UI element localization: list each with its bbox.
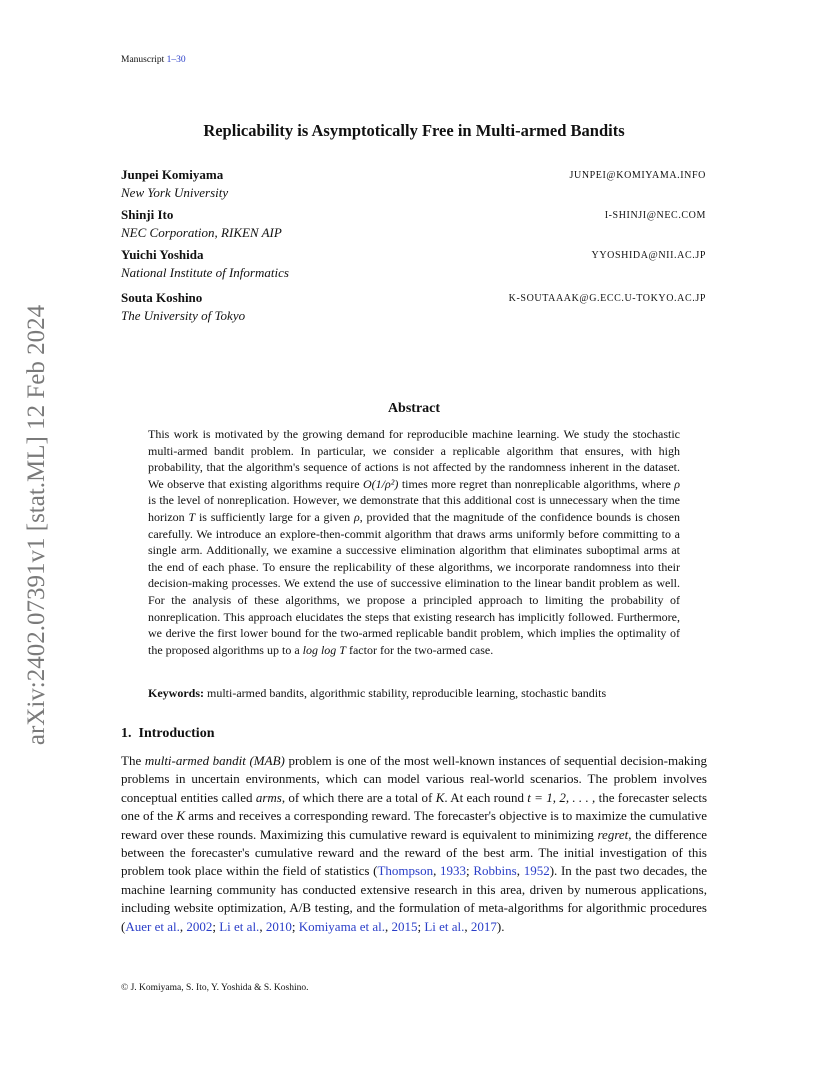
arxiv-identifier: arXiv:2402.07391v1 [stat.ML] 12 Feb 2024 <box>23 304 50 746</box>
author-name: Junpei Komiyama <box>121 167 224 182</box>
abstract-heading: Abstract <box>387 401 441 416</box>
author-name: Souta Koshino <box>121 290 203 305</box>
author-affiliation: The University of Tokyo <box>121 308 246 323</box>
author-block <box>121 207 282 241</box>
section-heading: 1. Introduction <box>121 726 215 741</box>
manuscript-header <box>121 55 186 65</box>
manuscript-label: Manuscript <box>121 55 165 65</box>
arxiv-sidebar <box>12 280 62 770</box>
page-range-link[interactable]: 1–30 <box>166 55 186 65</box>
math: log log T <box>302 642 346 657</box>
citation-link[interactable]: 1933 <box>440 863 467 879</box>
citation-link[interactable]: Li et al. <box>219 918 260 934</box>
paper-title: Replicability is Asymptotically Free in Multi-armed Bandits <box>203 121 625 140</box>
author-email: K-SOUTAAAK@G.ECC.U-TOKYO.AC.JP <box>508 293 706 304</box>
author-name: Yuichi Yoshida <box>121 247 204 262</box>
author-affiliation: New York University <box>121 185 229 200</box>
citation-link[interactable]: Thompson <box>377 863 434 879</box>
introduction-paragraph: The multi-armed bandit (MAB) problem is one of the most well-known instances of sequential decision-making problems in uncertain environments, which can model various real-world scenarios. The problem involves conceptual entities called arms, of which there are a total of K. At each round t = 1, 2, . . . , the forecaster selects one of the K arms and receives a corresponding reward. The forecaster's objective is to maximize the cumulative reward over these rounds. Maximizing this cumulative reward is equivalent to minimizing regret, the difference between the forecaster's cumulative reward and the reward of the best arm. The initial investigation of this problem took place within the field of statistics (Thompson, 1933; Robbins, 1952). In the past two decades, the machine learning community has conducted extensive research in this area, driven by numerous applications, including website optimization, A/B testing, and the formulation of meta-algorithms for algorithmic procedures (Auer et al., 2002; Li et al., 2010; Komiyama et al., 2015; Li et al., 2017). <box>121 753 708 934</box>
citation-link[interactable]: 1952 <box>523 863 550 879</box>
citation-link[interactable]: 2002 <box>186 918 213 934</box>
math: ρ <box>353 509 360 524</box>
citation-link[interactable]: 2010 <box>265 918 292 934</box>
keywords-text: multi-armed bandits, algorithmic stability, reproducible learning, stochastic bandits <box>207 686 607 700</box>
author-block <box>121 290 245 324</box>
math: ρ <box>674 476 680 491</box>
author-email: JUNPEI@KOMIYAMA.INFO <box>569 170 706 181</box>
keywords-label: Keywords: <box>148 686 204 700</box>
citation-link[interactable]: 2015 <box>391 918 418 934</box>
math: T <box>188 509 196 524</box>
author-affiliation: NEC Corporation, RIKEN AIP <box>121 225 282 240</box>
author-block <box>121 167 228 201</box>
copyright-footer: © J. Komiyama, S. Ito, Y. Yoshida & S. Koshino. <box>121 983 309 993</box>
author-email: YYOSHIDA@NII.AC.JP <box>591 250 706 261</box>
citation-link[interactable]: Robbins <box>473 863 517 879</box>
author-email: I-SHINJI@NEC.COM <box>604 210 706 221</box>
keywords-line <box>148 686 708 701</box>
citation-link[interactable]: Komiyama et al. <box>298 918 385 934</box>
abstract-text: This work is motivated by the growing demand for reproducible machine learning. We study the stochastic multi-armed bandit problem. In particular, we consider a replicable algorithm that ensures, with high probability, that the algorithm's sequence of actions is not affected by the randomness inherent in the dataset. We observe that existing algorithms require O(1/ρ²) times more regret than nonreplicable algorithms, where ρ is the level of nonreplication. However, we demonstrate that this additional cost is unnecessary when the time horizon T is sufficiently large for a given ρ, provided that the magnitude of the confidence bounds is chosen carefully. We introduce an explore-then-commit algorithm that draws arms uniformly before committing to a single arm. Additionally, we examine a successive elimination algorithm that eliminates suboptimal arms at the end of each phase. To ensure the replicability of these algorithms, we incorporate randomness into their decision-making processes. We extend the use of successive elimination to the linear bandit problem as well. For the analysis of these algorithms, we propose a principled approach to limiting the probability of nonreplication. This approach elucidates the steps that existing research has implicitly followed. Furthermore, we derive the first lower bound for the two-armed replicable bandit problem, which implies the optimality of the proposed algorithms up to a log log T factor for the two-armed case. <box>148 427 680 657</box>
author-name: Shinji Ito <box>121 207 174 222</box>
citation-link[interactable]: Auer et al. <box>125 918 180 934</box>
math: O(1/ρ²) <box>363 476 399 491</box>
citation-link[interactable]: 2017 <box>470 918 497 934</box>
author-affiliation: National Institute of Informatics <box>121 265 289 280</box>
author-block <box>121 247 289 281</box>
citation-link[interactable]: Li et al. <box>424 918 465 934</box>
